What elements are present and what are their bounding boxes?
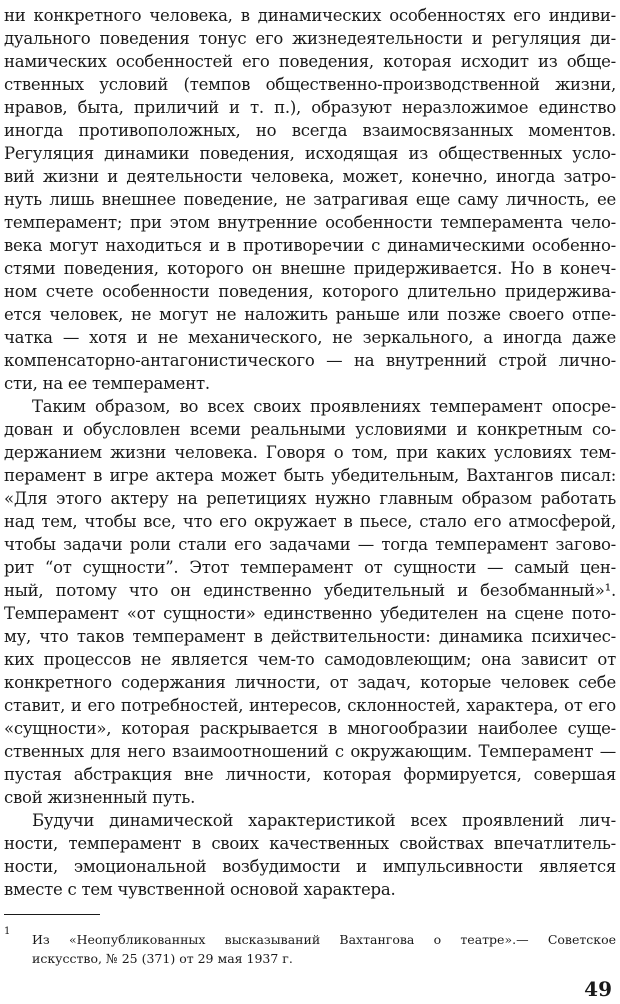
paragraph-end-line: сти, на ее темперамент. <box>4 374 210 393</box>
text-line: Регуляция динамики поведения, исходящая из общественных усло- <box>4 144 616 163</box>
text-line: ности, эмоциональной возбудимости и импульсивности является <box>4 857 616 876</box>
text-line: века могут находиться и в противоречии с динамическими особенно- <box>4 236 616 255</box>
footnote-mark: 1 <box>4 926 11 937</box>
text-line: темперамент; при этом внутренние особенности темперамента чело- <box>4 213 616 232</box>
text-line: ставит, и его потребностей, интересов, склонностей, характера, от его <box>4 696 616 715</box>
text-line: компенсаторно-антагонистического — на внутренний строй лично- <box>4 351 616 370</box>
page-number: 49 <box>584 977 612 1001</box>
text-line: ственных для него взаимоотношений с окружающим. Темперамент — <box>4 742 616 761</box>
text-line: ственных условий (темпов общественно-производственной жизни, <box>4 75 616 94</box>
text-line: ном счете особенности поведения, которого длительно придержива- <box>4 282 616 301</box>
quote-line: чтобы задачи роли стали его задачами — тогда темперамент загово- <box>4 535 616 554</box>
paragraph-end-line: вместе с тем чувственной основой характера. <box>4 880 396 899</box>
footnote-line: Из «Неопубликованных высказываний Вахтангова о театре».— Советское <box>32 932 616 947</box>
text-line: ни конкретного человека, в динамических особенностях его индиви- <box>4 6 616 25</box>
paragraph-start-line: Будучи динамической характеристикой всех проявлений лич- <box>32 811 616 830</box>
text-line: нравов, быта, приличий и т. п.), образуют неразложимое единство <box>4 98 616 117</box>
text-line: му, что таков темперамент в действительности: динамика психичес- <box>4 627 616 646</box>
footnote-line: искусство, № 25 (371) от 29 мая 1937 г. <box>32 951 293 966</box>
paragraph-start-line: Таким образом, во всех своих проявлениях темперамент опосре- <box>32 397 616 416</box>
text-line: держанием жизни человека. Говоря о том, при каких условиях тем- <box>4 443 616 462</box>
text-line: пустая абстракция вне личности, которая формируется, совершая <box>4 765 616 784</box>
footnote-separator <box>4 914 100 915</box>
text-line: ких процессов не является чем-то самодовлеющим; она зависит от <box>4 650 616 669</box>
text-line: конкретного содержания личности, от задач, которые человек себе <box>4 673 616 692</box>
paragraph-end-line: свой жизненный путь. <box>4 788 196 807</box>
text-line: чатка — хотя и не механического, не зеркального, а иногда даже <box>4 328 616 347</box>
text-line: стями поведения, которого он внешне придерживается. Но в конеч- <box>4 259 616 278</box>
text-line: ется человек, не могут не наложить раньше или позже своего отпе- <box>4 305 616 324</box>
text-line: вий жизни и деятельности человека, может, конечно, иногда затро- <box>4 167 616 186</box>
quote-line: над тем, чтобы все, что его окружает в пьесе, стало его атмосферой, <box>4 512 616 531</box>
text-line: нуть лишь внешнее поведение, не затрагивая еще саму личность, ее <box>4 190 616 209</box>
quote-line: рит “от сущности”. Этот темперамент от сущности — самый цен- <box>4 558 616 577</box>
text-line: дован и обусловлен всеми реальными условиями и конкретным со- <box>4 420 616 439</box>
quote-line-with-footnote-ref: ный, потому что он единственно убедительный и безобманный»¹. <box>4 581 616 600</box>
text-line: иногда противоположных, но всегда взаимосвязанных моментов. <box>4 121 616 140</box>
text-line: «сущности», которая раскрывается в многообразии наиболее суще- <box>4 719 616 738</box>
text-line: Темперамент «от сущности» единственно убедителен на сцене пото- <box>4 604 616 623</box>
quote-line: «Для этого актеру на репетициях нужно главным образом работать <box>4 489 616 508</box>
text-line: ности, темперамент в своих качественных свойствах впечатлитель- <box>4 834 616 853</box>
text-line: дуального поведения тонус его жизнедеятельности и регуляция ди- <box>4 29 616 48</box>
text-line: намических особенностей его поведения, которая исходит из обще- <box>4 52 616 71</box>
text-line: перамент в игре актера может быть убедительным, Вахтангов писал: <box>4 466 616 485</box>
